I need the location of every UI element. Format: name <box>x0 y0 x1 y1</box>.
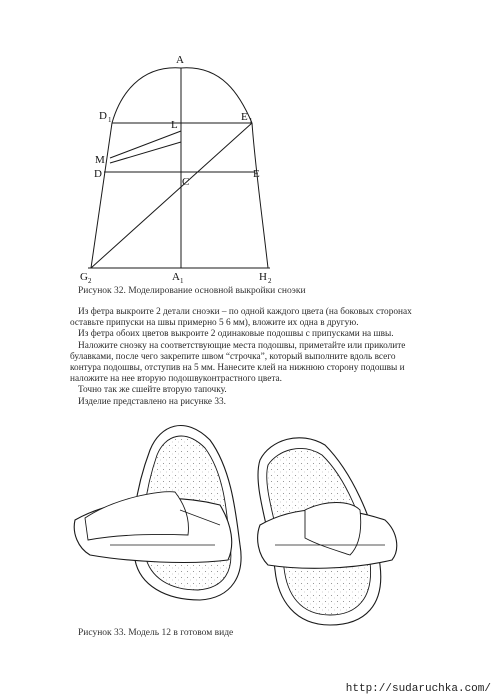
label-g2: G <box>80 271 88 283</box>
paragraph: контура подошвы, отступив на 5 мм. Нанесите клей на нижнюю сторону подошвы и <box>70 363 405 374</box>
paragraph: Наложите сноэку на соответствующие места подошвы, приметайте или приколите <box>78 340 406 351</box>
paragraph: булавками, после чего закрепите швом “строчка”, который выполните вдоль всего <box>70 351 396 362</box>
paragraph: наложите на нее вторую подошвуконтрастного цвета. <box>70 374 282 385</box>
svg-text:2: 2 <box>88 277 92 285</box>
svg-text:2: 2 <box>268 277 272 285</box>
label-a1: A <box>172 271 180 283</box>
figure33-caption: Рисунок 33. Модель 12 в готовом виде <box>78 628 234 638</box>
label-d: D <box>94 168 102 180</box>
label-m: M <box>95 154 105 166</box>
label-a: A <box>176 54 184 66</box>
right-slipper <box>258 438 397 625</box>
paragraph: оставьте припуски на швы примерно 5 6 мм), вложите их одна в другую. <box>70 318 359 329</box>
paragraph: Из фетра обоих цветов выкроите 2 одинаковые подошвы с припусками на швы. <box>78 329 394 340</box>
svg-text:1: 1 <box>249 117 253 125</box>
left-slipper <box>74 426 241 600</box>
label-h2: H <box>259 271 267 283</box>
figure32-caption: Рисунок 32. Моделирование основной выкройки сноэки <box>78 286 306 296</box>
watermark: http://sudaruchka.com/ <box>345 683 491 695</box>
svg-text:1: 1 <box>180 277 184 285</box>
paragraph: Изделие представлено на рисунке 33. <box>78 396 226 407</box>
label-c: C <box>182 176 190 188</box>
label-d1: D <box>99 110 107 122</box>
paragraph: Из фетра выкроите 2 детали сноэки – по одной каждого цвета (на боковых сторонах <box>78 307 412 317</box>
label-e: E <box>253 168 260 180</box>
paragraph: Точно так же сшейте вторую тапочку. <box>78 385 227 396</box>
label-l: L <box>171 119 178 131</box>
svg-text:1: 1 <box>108 116 112 124</box>
label-e1: E <box>241 111 248 123</box>
